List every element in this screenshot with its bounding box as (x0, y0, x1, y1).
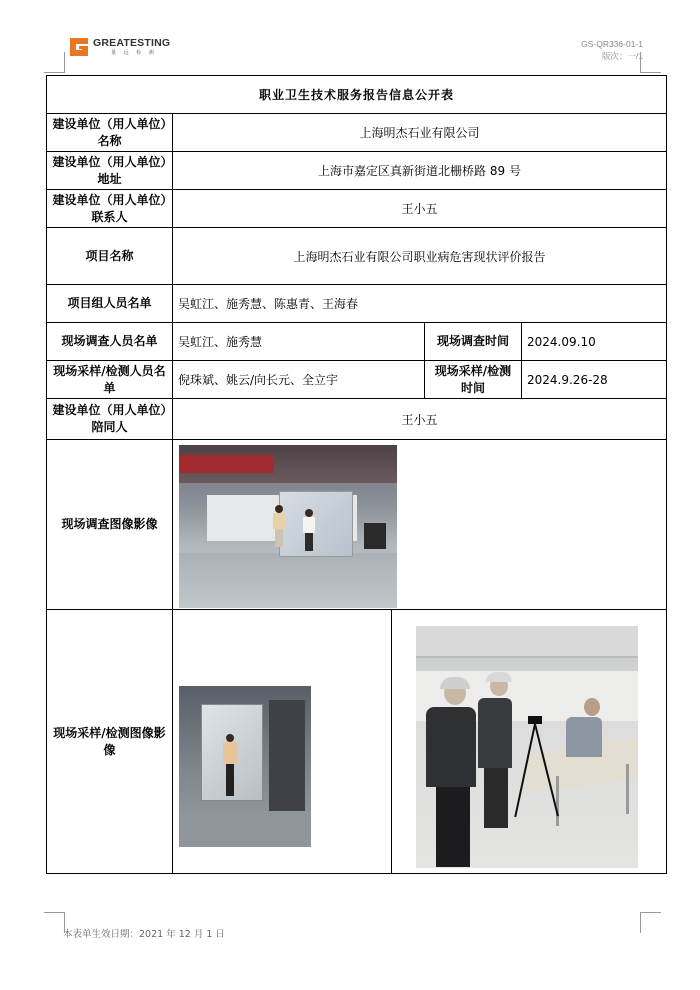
crop-mark-top-right (640, 52, 661, 73)
sampling-photo-image-1 (179, 686, 311, 847)
company-logo (70, 38, 170, 56)
unit-address-label: 建设单位（用人单位）地址 (47, 152, 173, 190)
survey-staff-value: 吴虹江、施秀慧 (173, 323, 425, 361)
accompany-value: 王小五 (173, 399, 667, 440)
project-members-value: 吴虹江、施秀慧、陈惠青、王海春 (173, 285, 667, 323)
survey-staff-label: 现场调查人员名单 (47, 323, 173, 361)
sampling-staff-value: 倪珠斌、姚云/向长元、全立宇 (173, 361, 425, 399)
project-name-value: 上海明杰石业有限公司职业病危害现状评价报告 (173, 228, 667, 285)
survey-images-cell (173, 440, 667, 610)
unit-contact-label: 建设单位（用人单位）联系人 (47, 190, 173, 228)
project-name-label: 项目名称 (47, 228, 173, 285)
sampling-time-value: 2024.9.26-28 (522, 361, 667, 399)
sampling-photo-image-2 (416, 626, 638, 868)
effective-date: 本表单生效日期：2021 年 12 月 1 日 (63, 929, 225, 940)
accompany-label: 建设单位（用人单位）陪同人 (47, 399, 173, 440)
crop-mark-bottom-right (640, 912, 661, 933)
sampling-time-label: 现场采样/检测时间 (425, 361, 522, 399)
logo-text: GREATESTING (93, 37, 171, 50)
crop-mark-top-left (44, 52, 65, 73)
unit-name-value: 上海明杰石业有限公司 (173, 114, 667, 152)
crop-mark-bottom-left (44, 912, 65, 933)
sampling-images-label: 现场采样/检测图像影像 (47, 610, 173, 874)
survey-images-label: 现场调查图像影像 (47, 440, 173, 610)
document-code: GS-QR336-01-1 (581, 39, 643, 49)
sampling-image-cell-1 (173, 610, 392, 874)
survey-time-value: 2024.09.10 (522, 323, 667, 361)
logo-mark-icon (70, 38, 88, 56)
project-members-label: 项目组人员名单 (47, 285, 173, 323)
table-title: 职业卫生技术服务报告信息公开表 (47, 76, 667, 114)
document-version: 版次：一/1 (601, 51, 643, 61)
sampling-staff-label: 现场采样/检测人员名单 (47, 361, 173, 399)
sampling-image-cell-2 (392, 610, 667, 874)
unit-address-value: 上海市嘉定区真新街道北栅桥路 89 号 (173, 152, 667, 190)
logo-subtext: 量 远 检 测 (111, 49, 157, 56)
unit-name-label: 建设单位（用人单位）名称 (47, 114, 173, 152)
survey-time-label: 现场调查时间 (425, 323, 522, 361)
disclosure-table (46, 75, 667, 874)
document-code-block (581, 38, 643, 62)
unit-contact-value: 王小五 (173, 190, 667, 228)
survey-photo-image (179, 445, 397, 608)
